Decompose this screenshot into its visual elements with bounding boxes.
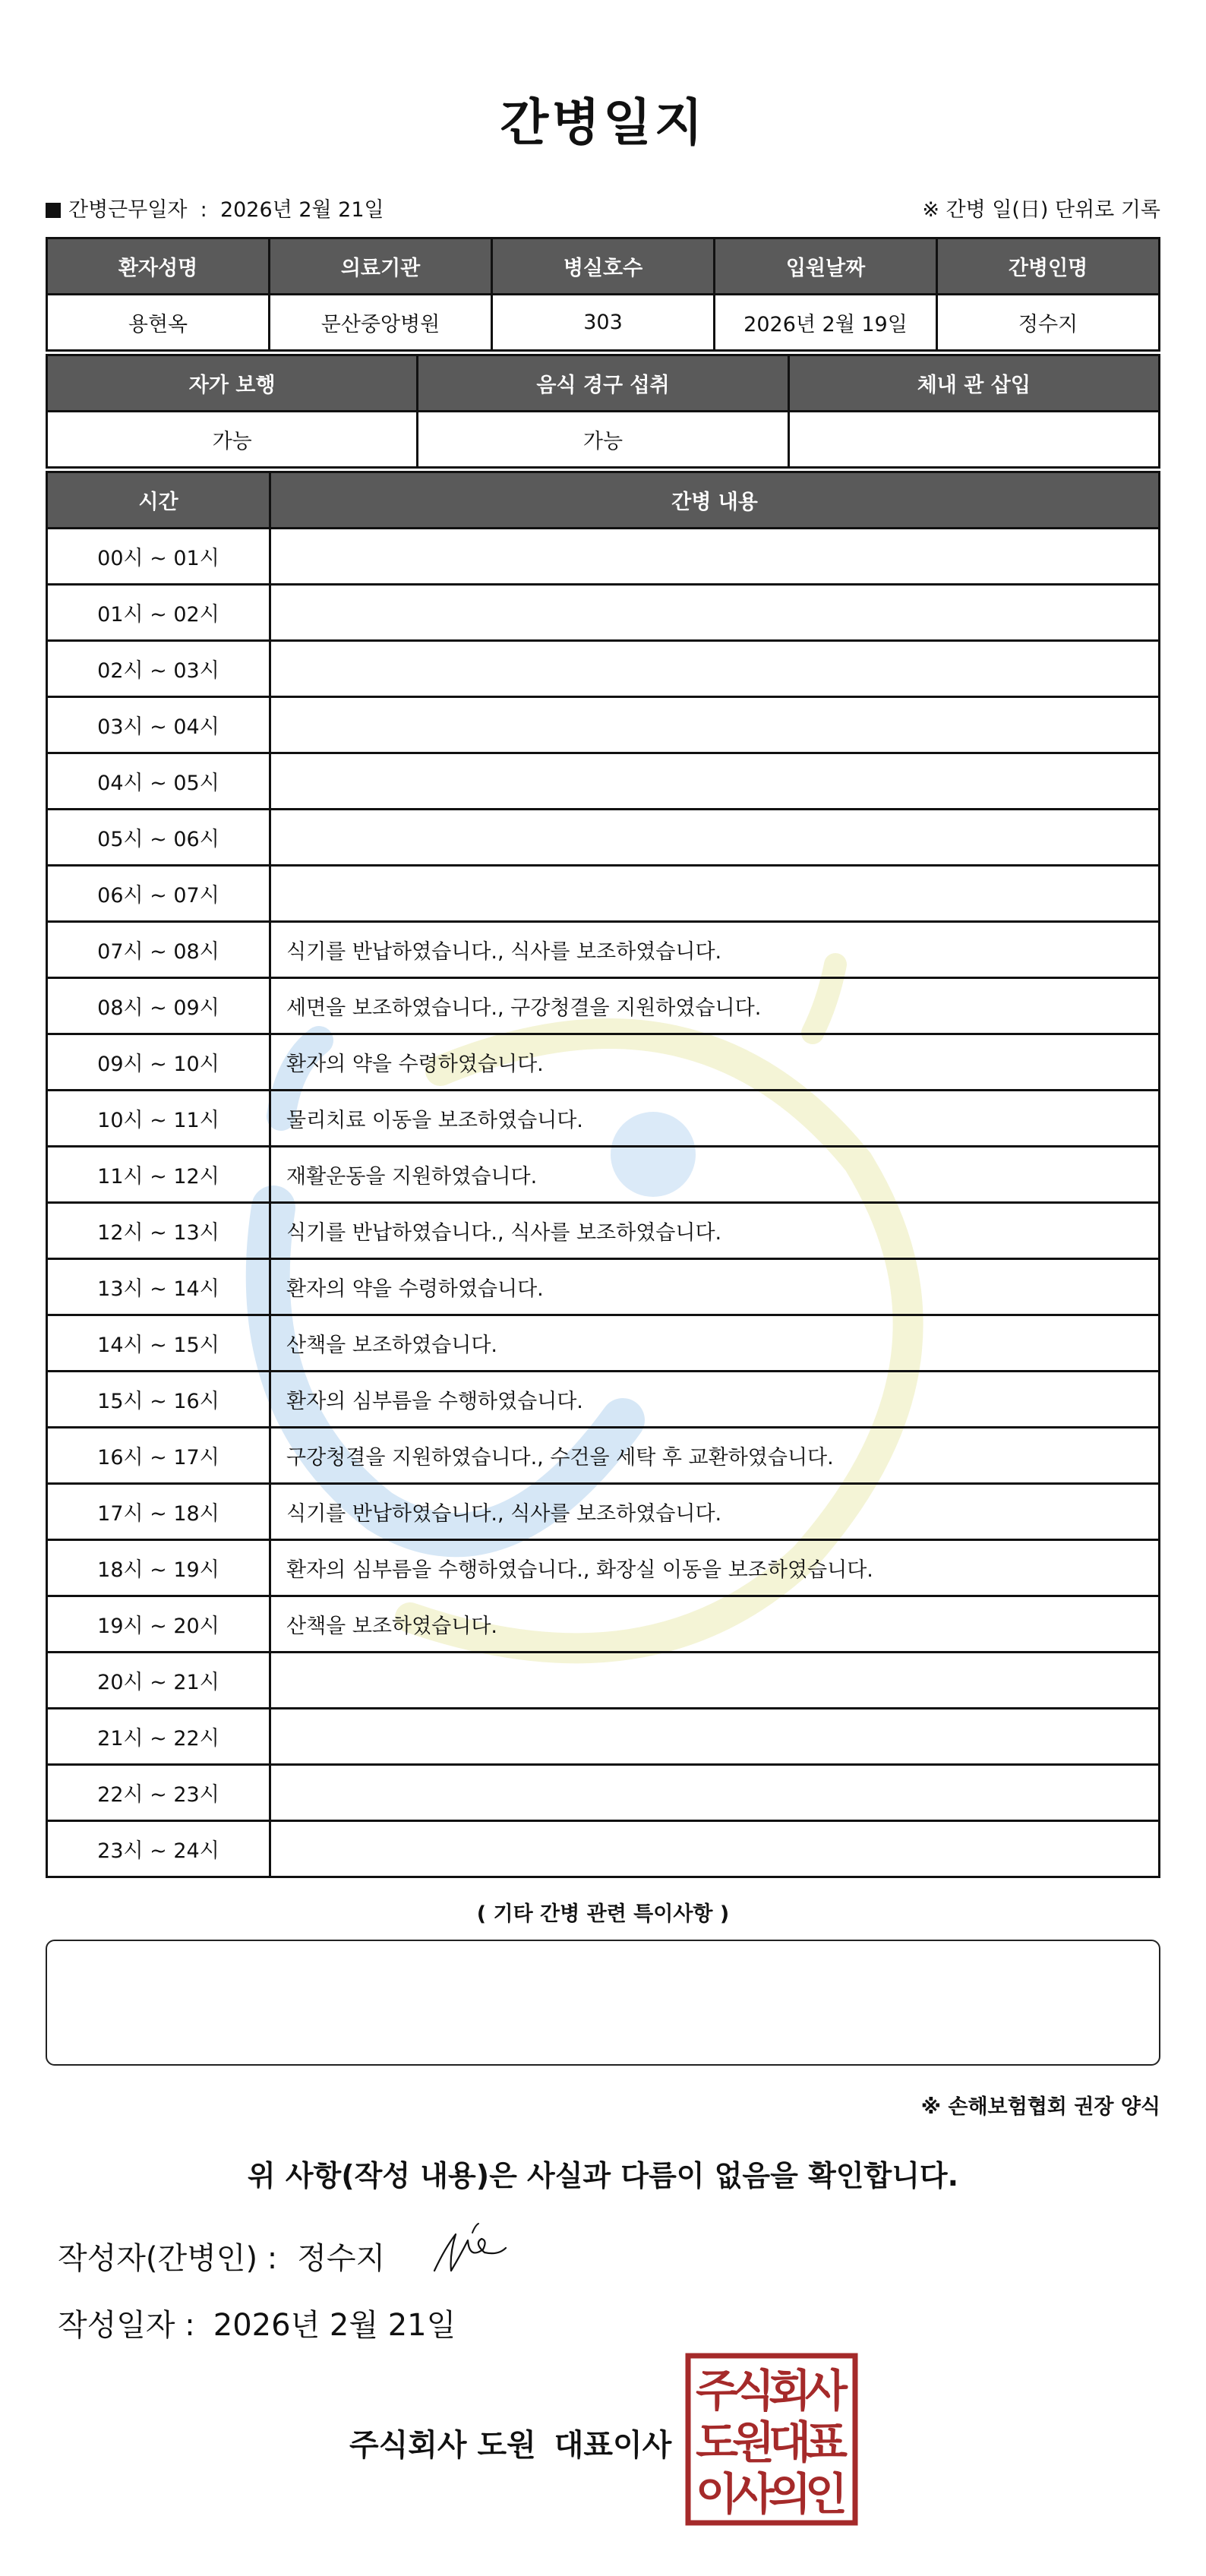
written-date-value: 2026년 2월 21일 xyxy=(213,2308,456,2343)
table-row xyxy=(47,1259,1160,1315)
time-slot: 20시 ~ 21시 xyxy=(47,1653,270,1709)
time-slot: 12시 ~ 13시 xyxy=(47,1203,270,1259)
care-content xyxy=(270,529,1160,585)
time-slot: 10시 ~ 11시 xyxy=(47,1091,270,1147)
oral-intake-status: 가능 xyxy=(418,412,788,468)
svg-text:회: 회 xyxy=(768,2365,812,2417)
care-content xyxy=(270,697,1160,753)
time-slot: 22시 ~ 23시 xyxy=(47,1765,270,1821)
svg-text:원: 원 xyxy=(731,2417,775,2468)
work-date-sep: : xyxy=(200,198,207,222)
company-line xyxy=(349,2421,671,2464)
company-name: 주식회사 도원 xyxy=(349,2428,536,2463)
care-content: 식기를 반납하였습니다., 식사를 보조하였습니다. xyxy=(270,922,1160,978)
caregiver-name: 정수지 xyxy=(937,295,1160,351)
work-date-value: 2026년 2월 21일 xyxy=(219,198,384,222)
care-content xyxy=(270,753,1160,810)
table-row xyxy=(47,1709,1160,1765)
header-caregiver: 간병인명 xyxy=(937,238,1160,295)
admission-date: 2026년 2월 19일 xyxy=(715,295,937,351)
walking-status: 가능 xyxy=(47,412,418,468)
table-row xyxy=(47,1428,1160,1484)
header-admission-date: 입원날짜 xyxy=(715,238,937,295)
table-row xyxy=(47,1596,1160,1653)
care-content: 환자의 심부름을 수행하였습니다. xyxy=(270,1372,1160,1428)
table-row xyxy=(47,1034,1160,1091)
care-content xyxy=(270,810,1160,866)
header-room: 병실호수 xyxy=(492,238,715,295)
recommend-note: ※ 손해보험협회 권장 양식 xyxy=(920,2095,1160,2119)
time-slot: 00시 ~ 01시 xyxy=(47,529,270,585)
time-slot: 17시 ~ 18시 xyxy=(47,1484,270,1540)
header-oral-intake: 음식 경구 섭취 xyxy=(418,355,788,412)
header-time: 시간 xyxy=(47,472,270,529)
table-row xyxy=(47,529,1160,585)
svg-text:사: 사 xyxy=(731,2468,775,2520)
time-slot: 01시 ~ 02시 xyxy=(47,585,270,641)
header-hospital: 의료기관 xyxy=(270,238,492,295)
notes-title: ( 기타 간병 관련 특이사항 ) xyxy=(476,1902,730,1926)
care-content: 물리치료 이동을 보조하였습니다. xyxy=(270,1091,1160,1147)
time-slot: 16시 ~ 17시 xyxy=(47,1428,270,1484)
svg-text:도: 도 xyxy=(695,2417,739,2468)
table-row xyxy=(47,1203,1160,1259)
time-slot: 21시 ~ 22시 xyxy=(47,1709,270,1765)
table-row xyxy=(47,641,1160,697)
table-row xyxy=(47,1315,1160,1372)
table-row xyxy=(47,1091,1160,1147)
record-unit-note: ※ 간병 일(日) 단위로 기록 xyxy=(922,198,1160,222)
svg-text:대: 대 xyxy=(768,2417,812,2468)
time-slot: 08시 ~ 09시 xyxy=(47,978,270,1034)
work-date xyxy=(46,193,384,223)
written-date-label: 작성일자 : xyxy=(58,2308,195,2343)
time-slot: 03시 ~ 04시 xyxy=(47,697,270,753)
table-row xyxy=(47,697,1160,753)
time-slot: 06시 ~ 07시 xyxy=(47,866,270,922)
time-slot: 18시 ~ 19시 xyxy=(47,1540,270,1596)
time-slot: 19시 ~ 20시 xyxy=(47,1596,270,1653)
patient-name: 용현옥 xyxy=(47,295,270,351)
care-content: 세면을 보조하였습니다., 구강청결을 지원하였습니다. xyxy=(270,978,1160,1034)
room-number: 303 xyxy=(492,295,715,351)
care-content: 식기를 반납하였습니다., 식사를 보조하였습니다. xyxy=(270,1203,1160,1259)
written-date-line xyxy=(58,2301,456,2344)
time-slot: 13시 ~ 14시 xyxy=(47,1259,270,1315)
table-row xyxy=(47,1765,1160,1821)
time-slot: 11시 ~ 12시 xyxy=(47,1147,270,1203)
time-slot: 04시 ~ 05시 xyxy=(47,753,270,810)
time-slot: 05시 ~ 06시 xyxy=(47,810,270,866)
time-slot: 02시 ~ 03시 xyxy=(47,641,270,697)
table-row xyxy=(47,978,1160,1034)
care-content: 환자의 약을 수령하였습니다. xyxy=(270,1259,1160,1315)
care-content xyxy=(270,585,1160,641)
header-walking: 자가 보행 xyxy=(47,355,418,412)
table-row xyxy=(47,866,1160,922)
table-row xyxy=(47,1147,1160,1203)
svg-text:주: 주 xyxy=(695,2365,739,2417)
tube-status xyxy=(788,412,1159,468)
header-patient-name: 환자성명 xyxy=(47,238,270,295)
svg-text:의: 의 xyxy=(768,2468,812,2520)
care-content: 구강청결을 지원하였습니다., 수건을 세탁 후 교환하였습니다. xyxy=(270,1428,1160,1484)
care-content: 산책을 보조하였습니다. xyxy=(270,1596,1160,1653)
care-content: 산책을 보조하였습니다. xyxy=(270,1315,1160,1372)
care-content xyxy=(270,641,1160,697)
svg-text:인: 인 xyxy=(804,2468,848,2520)
header-care-content: 간병 내용 xyxy=(270,472,1160,529)
svg-text:사: 사 xyxy=(804,2365,848,2417)
table-row xyxy=(47,1540,1160,1596)
square-bullet-icon xyxy=(46,203,61,218)
company-seal-stamp xyxy=(685,2353,858,2526)
writer-name: 정수지 xyxy=(297,2241,386,2276)
care-content: 재활운동을 지원하였습니다. xyxy=(270,1147,1160,1203)
table-row xyxy=(47,1372,1160,1428)
time-slot: 15시 ~ 16시 xyxy=(47,1372,270,1428)
care-content xyxy=(270,866,1160,922)
care-content xyxy=(270,1709,1160,1765)
hospital-name: 문산중앙병원 xyxy=(270,295,492,351)
table-row xyxy=(47,922,1160,978)
care-content: 식기를 반납하였습니다., 식사를 보조하였습니다. xyxy=(270,1484,1160,1540)
writer-line xyxy=(58,2234,385,2278)
care-content xyxy=(270,1821,1160,1877)
care-content xyxy=(270,1653,1160,1709)
svg-text:표: 표 xyxy=(804,2417,848,2468)
document-title: 간병일지 xyxy=(500,93,706,152)
table-row xyxy=(47,1653,1160,1709)
svg-text:이: 이 xyxy=(695,2468,739,2520)
time-slot: 14시 ~ 15시 xyxy=(47,1315,270,1372)
confirmation-statement: 위 사항(작성 내용)은 사실과 다름이 없음을 확인합니다. xyxy=(247,2159,959,2192)
notes-box xyxy=(46,1940,1160,2066)
company-rep: 대표이사 xyxy=(554,2428,672,2463)
header-tube: 체내 관 삽입 xyxy=(788,355,1159,412)
time-slot: 23시 ~ 24시 xyxy=(47,1821,270,1877)
care-content xyxy=(270,1765,1160,1821)
svg-text:식: 식 xyxy=(731,2365,775,2417)
table-row xyxy=(47,810,1160,866)
time-slot: 07시 ~ 08시 xyxy=(47,922,270,978)
time-slot: 09시 ~ 10시 xyxy=(47,1034,270,1091)
meta-row xyxy=(46,193,1160,226)
care-content: 환자의 심부름을 수행하였습니다., 화장실 이동을 보조하였습니다. xyxy=(270,1540,1160,1596)
handwritten-signature xyxy=(430,2218,521,2286)
table-row xyxy=(47,753,1160,810)
care-log-table xyxy=(46,471,1160,1878)
patient-info-table xyxy=(46,237,1160,352)
writer-label: 작성자(간병인) : xyxy=(58,2241,278,2276)
table-row xyxy=(47,585,1160,641)
care-content: 환자의 약을 수령하였습니다. xyxy=(270,1034,1160,1091)
table-row xyxy=(47,1484,1160,1540)
work-date-label: 간병근무일자 xyxy=(68,198,188,222)
patient-status-table xyxy=(46,354,1160,469)
table-row xyxy=(47,1821,1160,1877)
